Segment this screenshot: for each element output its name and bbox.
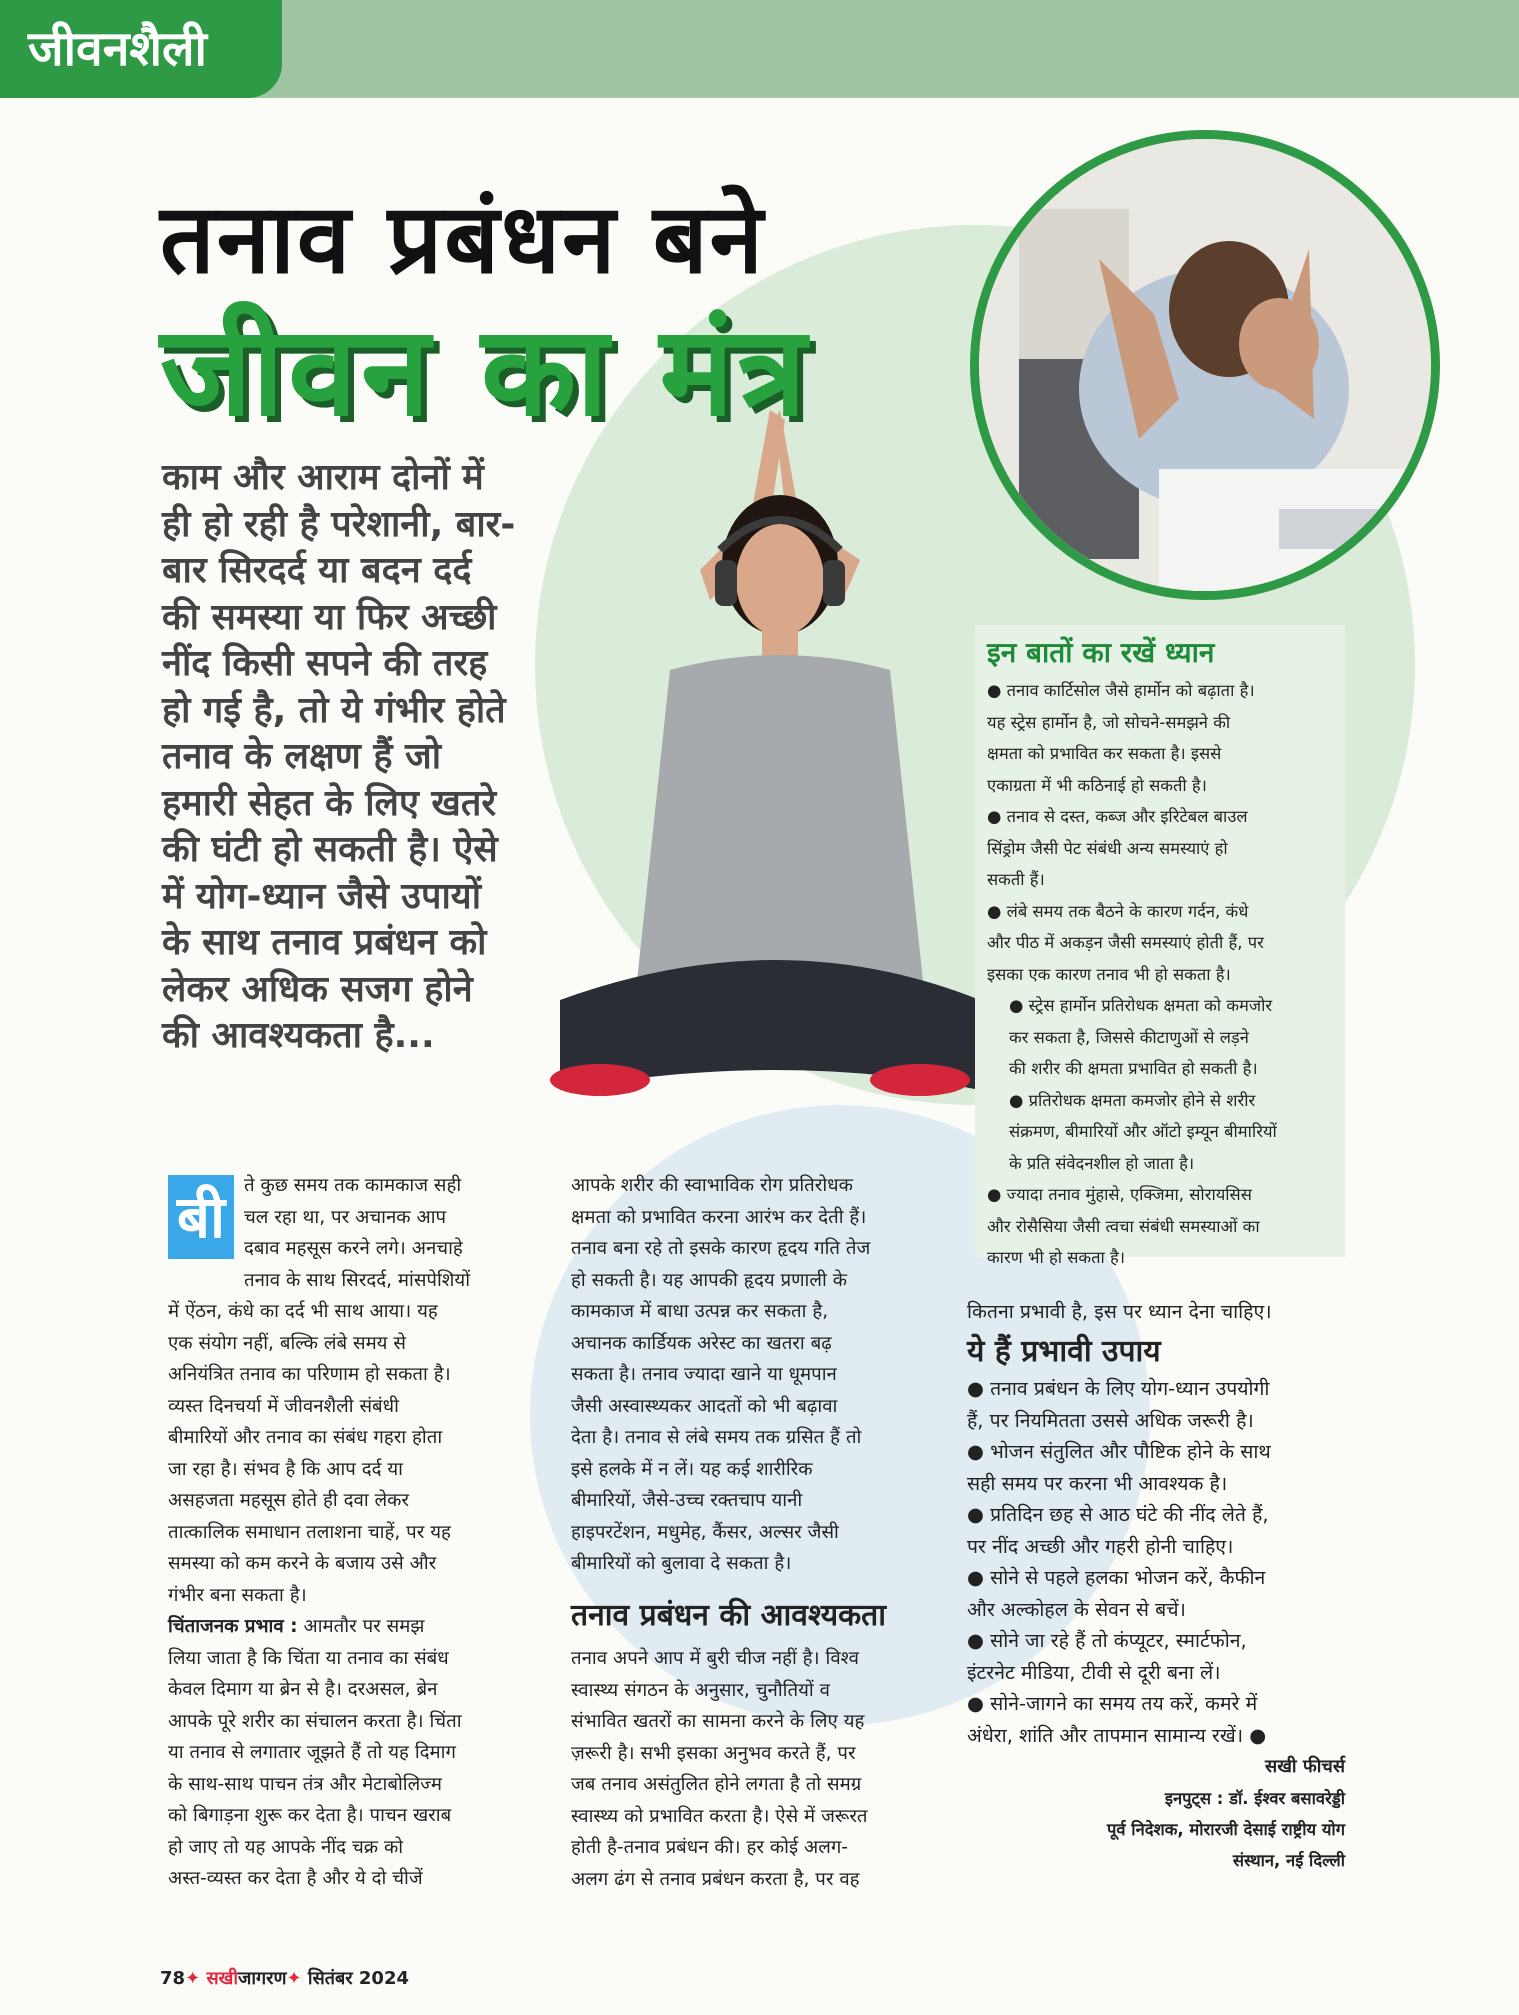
intro-line: के साथ तनाव प्रबंधन को [162, 922, 487, 963]
tips-title: इन बातों का रखें ध्यान [987, 636, 1215, 669]
text-line: स्वास्थ्य को प्रभावित करता है। ऐसे में जरूरत [571, 1805, 868, 1827]
tip-line: सकती हैं। [987, 870, 1045, 889]
intro-line: तनाव के लक्षण हैं जो [162, 736, 442, 777]
text-line: ते कुछ समय तक कामकाज सही [244, 1175, 462, 1196]
text-line: तनाव बना रहे तो इसके कारण हृदय गति तेज [571, 1238, 871, 1259]
text-line: व्यस्त दिनचर्या में जीवनशैली संबंधी [168, 1395, 399, 1417]
page-number: 78 [160, 1968, 186, 1989]
text-line: जैसी अस्वास्थ्यकर आदतों को भी बढ़ावा [571, 1395, 838, 1417]
text-line: क्षमता को प्रभावित करना आरंभ कर देती हैं। [571, 1206, 867, 1228]
tip-line: यह स्ट्रेस हार्मोन है, जो सोचने-समझने की [987, 712, 1231, 732]
text-line: एक संयोग नहीं, बल्कि लंबे समय से [168, 1332, 406, 1354]
intro-paragraph [162, 455, 522, 1060]
section-label: जीवनशैली [0, 0, 282, 98]
star-icon: ✦ [185, 1968, 201, 1989]
column-1-capped [244, 1170, 544, 1296]
subhead-line [168, 1611, 548, 1643]
tip-line: संक्रमण, बीमारियों और ऑटो इम्यून बीमारियों [1009, 1122, 1277, 1141]
remedy-line: और अल्कोहल के सेवन से बचें। [967, 1597, 1186, 1621]
tip-line: ● तनाव से दस्त, कब्ज और इरिटेबल बाउल [987, 807, 1248, 826]
text-line: तनाव के साथ सिरदर्द, मांसपेशियों [244, 1269, 471, 1291]
inputs-line: इनपुट्स : डॉ. ईश्वर बसावरेड्डी [1164, 1788, 1345, 1808]
text-line: केवल दिमाग या ब्रेन से है। दरअसल, ब्रेन [168, 1679, 438, 1700]
text-line: स्वास्थ्य संगठन के अनुसार, चुनौतियों व [571, 1679, 830, 1701]
intro-line: काम और आराम दोनों में [162, 457, 484, 498]
text-line: के साथ-साथ पाचन तंत्र और मेटाबोलिज्म [168, 1773, 442, 1795]
tip-line: और पीठ में अकड़न जैसी समस्याएं होती हैं, पर [987, 933, 1264, 952]
inputs-line: संस्थान, नई दिल्ली [1232, 1850, 1345, 1870]
text-line: अस्त-व्यस्त कर देता है और ये दो चीजें [168, 1868, 423, 1889]
text-line: असहजता महसूस होते ही दवा लेकर [168, 1490, 410, 1511]
brand-part-a: सखी [206, 1968, 238, 1989]
intro-line: लेकर अधिक सजग होने [162, 968, 473, 1010]
tip-line: ● तनाव कार्टिसोल जैसे हार्मोन को बढ़ाता है। [987, 681, 1255, 700]
heading-remedies: ये हैं प्रभावी उपाय [967, 1333, 1161, 1369]
text-line: चल रहा था, पर अचानक आप [244, 1206, 447, 1228]
remedy-line: इंटरनेट मीडिया, टीवी से दूरी बना लें। [967, 1660, 1221, 1684]
text-line: आपके शरीर की स्वाभाविक रोग प्रतिरोधक [571, 1175, 853, 1196]
text-line: इसे हलके में न लें। यह कई शारीरिक [571, 1458, 813, 1480]
brand-part-b: जागरण [238, 1968, 287, 1989]
tip-line: और रोसैसिया जैसी त्वचा संबंधी समस्याओं का [987, 1216, 1260, 1236]
remedy-line: ● सोने जा रहे हैं तो कंप्यूटर, स्मार्टफोन, [967, 1629, 1247, 1652]
heading-need: तनाव प्रबंधन की आवश्यकता [571, 1597, 887, 1633]
tip-line: ● प्रतिरोधक क्षमता कमजोर होने से शरीर [1009, 1090, 1256, 1110]
intro-line: नींद किसी सपने की तरह [162, 643, 488, 684]
text-line: होती है-तनाव प्रबंधन की। हर कोई अलग- [571, 1837, 849, 1858]
star-icon: ✦ [286, 1968, 302, 1989]
inputs-line: पूर्व निदेशक, मोरारजी देसाई राष्ट्रीय योग [1107, 1819, 1345, 1839]
text-line: सकता है। तनाव ज्यादा खाने या धूमपान [571, 1364, 837, 1385]
text-line: तात्कालिक समाधान तलाशना चाहें, पर यह [168, 1521, 451, 1543]
tip-line: ● ज्यादा तनाव मुंहासे, एक्जिमा, सोरायसिस [987, 1185, 1252, 1204]
credit-byline: सखी फीचर्स [1265, 1756, 1345, 1777]
text-line: अलग ढंग से तनाव प्रबंधन करता है, पर वह [571, 1868, 860, 1890]
text-line: संभावित खतरों का सामना करने के लिए यह [571, 1711, 865, 1732]
text-line: में ऐंठन, कंधे का दर्द भी साथ आया। यह [168, 1301, 438, 1322]
issue-date: सितंबर 2024 [307, 1968, 410, 1989]
text-line: जा रहा है। संभव है कि आप दर्द या [168, 1458, 403, 1480]
remedy-line: ● भोजन संतुलित और पौष्टिक होने के साथ [967, 1440, 1271, 1463]
meditating-woman-photo [540, 400, 990, 1130]
tip-line: सिंड्रोम जैसी पेट संबंधी अन्य समस्याएं हो [987, 838, 1228, 858]
tip-line: के प्रति संवेदनशील हो जाता है। [1009, 1153, 1195, 1173]
text-line: आमतौर पर समझ [303, 1616, 425, 1637]
intro-line: में योग-ध्यान जैसे उपायों [162, 875, 482, 917]
text-line: समस्या को कम करने के बजाय उसे और [168, 1553, 437, 1574]
remedy-line: पर नींद अच्छी और गहरी होनी चाहिए। [967, 1534, 1234, 1558]
intro-line: ही हो रही है परेशानी, बार- [162, 503, 516, 545]
drop-cap: बी [168, 1175, 234, 1259]
tip-line: ● स्ट्रेस हार्मोन प्रतिरोधक क्षमता को कमजोर [1009, 996, 1273, 1015]
column-3 [967, 1296, 1345, 1876]
text-line: तनाव अपने आप में बुरी चीज नहीं है। विश्व [571, 1648, 859, 1669]
text-line: हो सकती है। यह आपकी हृदय प्रणाली के [571, 1269, 847, 1291]
column-2 [571, 1170, 941, 1895]
text-line: कामकाज में बाधा उत्पन्न कर सकता है, [571, 1301, 829, 1322]
headline-line-1: तनाव प्रबंधन बने [160, 183, 765, 295]
text-line: ज़रूरी है। सभी इसका अनुभव करते हैं, पर [571, 1742, 856, 1764]
text-line: देता है। तनाव से लंबे समय तक ग्रसित हैं तो [571, 1427, 862, 1448]
tip-line: कर सकता है, जिससे कीटाणुओं से लड़ने [1009, 1027, 1249, 1047]
text-line: जब तनाव असंतुलित होने लगता है तो समग्र [571, 1774, 862, 1795]
text-line: बीमारियों को बुलावा दे सकता है। [571, 1553, 792, 1574]
stressed-man-photo [970, 130, 1440, 600]
text-line: अनियंत्रित तनाव का परिणाम हो सकता है। [168, 1364, 451, 1385]
intro-line: की घंटी हो सकती है। ऐसे [162, 829, 498, 870]
page-footer [160, 1966, 409, 1990]
tip-line: कारण भी हो सकता है। [987, 1248, 1126, 1267]
intro-line: हमारी सेहत के लिए खतरे [162, 782, 497, 824]
text-line: हाइपरटेंशन, मधुमेह, कैंसर, अल्सर जैसी [571, 1521, 839, 1543]
remedy-line: अंधेरा, शांति और तापमान सामान्य रखें। ● [967, 1723, 1267, 1747]
headline-line-2: जीवन का मंत्र [160, 300, 811, 444]
text-line: आपके पूरे शरीर का संचालन करता है। चिंता [168, 1710, 462, 1732]
remedy-line: सही समय पर करना भी आवश्यक है। [967, 1471, 1228, 1495]
intro-line: बार सिरदर्द या बदन दर्द [162, 550, 472, 591]
remedy-line: ● सोने-जागने का समय तय करें, कमरे में [967, 1692, 1258, 1715]
remedy-line: ● सोने से पहले हलका भोजन करें, कैफीन [967, 1566, 1266, 1589]
text-line: बीमारियों और तनाव का संबंध गहरा होता [168, 1427, 443, 1448]
text-line: को बिगाड़ना शुरू कर देता है। पाचन खराब [168, 1805, 452, 1826]
tip-line: इसका एक कारण तनाव भी हो सकता है। [987, 964, 1231, 984]
text-line: कितना प्रभावी है, इस पर ध्यान देना चाहिए। [967, 1300, 1272, 1323]
tip-line: क्षमता को प्रभावित कर सकता है। इससे [987, 744, 1222, 763]
tip-line: एकाग्रता में भी कठिनाई हो सकती है। [987, 775, 1207, 795]
tips-box [975, 625, 1345, 1267]
column-1 [168, 1296, 548, 1895]
text-line: अचानक कार्डियक अरेस्ट का खतरा बढ़ [571, 1332, 832, 1354]
intro-line: की समस्या या फिर अच्छी [162, 596, 497, 638]
remedy-line: ● प्रतिदिन छह से आठ घंटे की नींद लेते हैं, [967, 1503, 1269, 1526]
text-line: गंभीर बना सकता है। [168, 1584, 307, 1606]
tip-line: ● लंबे समय तक बैठने के कारण गर्दन, कंधे [987, 901, 1249, 921]
intro-line: हो गई है, तो ये गंभीर होते [162, 689, 506, 731]
remedy-line: ● तनाव प्रबंधन के लिए योग-ध्यान उपयोगी [967, 1377, 1270, 1400]
text-line: लिया जाता है कि चिंता या तनाव का संबंध [168, 1647, 449, 1669]
text-line: या तनाव से लगातार जूझते हैं तो यह दिमाग [168, 1742, 456, 1763]
text-line: दबाव महसूस करने लगे। अनचाहे [244, 1238, 463, 1259]
tip-line: की शरीर की क्षमता प्रभावित हो सकती है। [1009, 1059, 1258, 1078]
text-line: बीमारियों, जैसे-उच्च रक्तचाप यानी [571, 1490, 803, 1511]
intro-line: की आवश्यकता है... [162, 1015, 435, 1056]
text-line: हो जाए तो यह आपके नींद चक्र को [168, 1836, 404, 1858]
remedy-line: हैं, पर नियमितता उससे अधिक जरूरी है। [967, 1408, 1254, 1432]
subhead-worry: चिंताजनक प्रभाव : [168, 1616, 298, 1637]
